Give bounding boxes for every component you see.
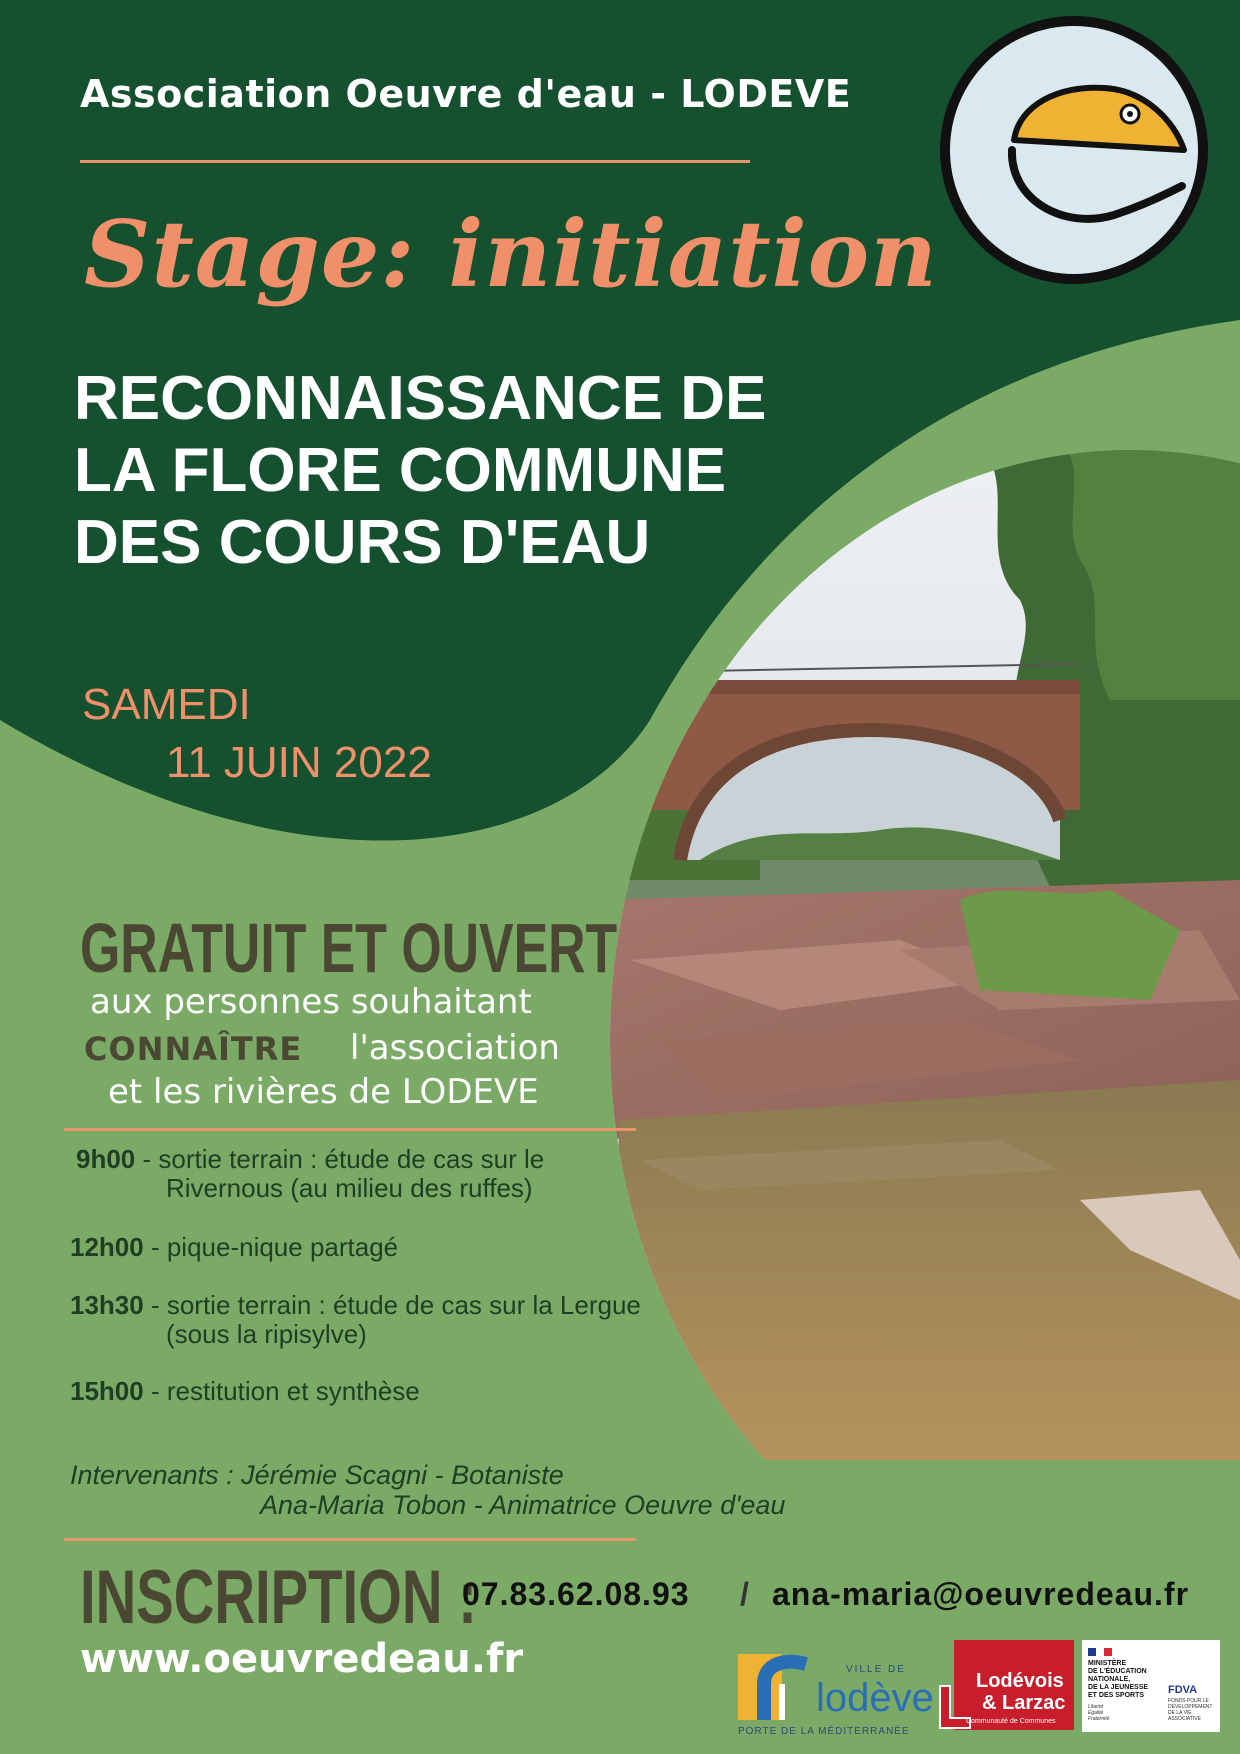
ministry-line: DE LA JEUNESSE	[1088, 1684, 1149, 1691]
french-flag-icon	[1088, 1648, 1112, 1656]
larzac-sub: Communauté de Communes	[966, 1718, 1056, 1725]
title-line-1: RECONNAISSANCE DE	[74, 364, 767, 433]
motto-word: Liberté	[1088, 1704, 1104, 1710]
ministry-line: DE L'ÉDUCATION	[1088, 1668, 1147, 1675]
ministry-line: MINISTÈRE	[1088, 1660, 1127, 1667]
schedule-text: - pique-nique partagé	[143, 1232, 399, 1262]
schedule-text: - sortie terrain : étude de cas sur la Lergue	[143, 1290, 641, 1320]
ministry-line: ET DES SPORTS	[1088, 1692, 1145, 1699]
schedule-item	[70, 1376, 420, 1407]
schedule-item	[70, 1232, 398, 1263]
event-day: SAMEDI	[82, 680, 251, 729]
schedule-time: 9h00	[76, 1144, 136, 1174]
lodeve-emblem-icon	[734, 1644, 814, 1724]
intro-connaitre: CONNAÎTRE	[84, 1030, 303, 1068]
fdva-subtitle	[1168, 1698, 1212, 1722]
lodeve-name: lodève	[816, 1676, 934, 1720]
fdva-line: DE LA VIE	[1168, 1710, 1192, 1716]
schedule-item	[76, 1144, 544, 1175]
schedule-time: 12h00	[70, 1232, 144, 1262]
speakers-line-2: Ana-Maria Tobon - Animatrice Oeuvre d'eau	[260, 1490, 786, 1520]
intro-line-1: aux personnes souhaitant	[90, 982, 532, 1022]
fdva-line: FONDS POUR LE	[1168, 1698, 1209, 1704]
schedule-time: 15h00	[70, 1376, 144, 1406]
schedule-continuation: Rivernous (au milieu des ruffes)	[166, 1173, 533, 1203]
lodeve-logo	[734, 1638, 934, 1738]
schedule-item	[70, 1290, 641, 1321]
larzac-line-1: Lodévois	[976, 1670, 1064, 1692]
schedule-text: - sortie terrain : étude de cas sur le	[135, 1144, 545, 1174]
lodeve-top-label: VILLE DE	[846, 1664, 906, 1675]
email-address[interactable]: ana-maria@oeuvredeau.fr	[772, 1576, 1190, 1612]
fdva-line: ASSOCIATIVE	[1168, 1716, 1201, 1722]
contact-separator: /	[740, 1576, 750, 1612]
phone-number[interactable]: 07.83.62.08.93	[462, 1576, 690, 1612]
schedule-text: - restitution et synthèse	[143, 1376, 420, 1406]
title-line-3: DES COURS D'EAU	[74, 508, 651, 577]
inscription-heading: INSCRIPTION :	[80, 1555, 477, 1640]
motto-word: Égalité	[1088, 1710, 1104, 1716]
website-link[interactable]: www.oeuvredeau.fr	[80, 1636, 524, 1682]
larzac-ll-icon	[936, 1684, 976, 1734]
motto-word: Fraternité	[1088, 1716, 1110, 1722]
oeuvre-deau-logo	[934, 10, 1214, 290]
ministry-name	[1088, 1660, 1148, 1700]
header-divider	[80, 160, 750, 163]
ministry-motto	[1088, 1704, 1109, 1722]
lodeve-tagline: PORTE DE LA MÉDITERRANÉE	[738, 1726, 910, 1737]
ministry-line: NATIONALE,	[1088, 1676, 1131, 1683]
organization-name: Association Oeuvre d'eau - LODEVE	[80, 72, 852, 116]
larzac-line-2: & Larzac	[982, 1692, 1066, 1714]
ministry-fdva-logo	[1082, 1640, 1220, 1732]
title-line-2: LA FLORE COMMUNE	[74, 436, 727, 505]
footer-divider	[64, 1538, 636, 1541]
lodevois-larzac-logo	[936, 1640, 1074, 1734]
free-open-headline: GRATUIT ET OUVERT	[80, 909, 618, 987]
intro-line-2: l'association	[350, 1028, 560, 1068]
stage-title: Stage: initiation	[84, 200, 938, 308]
event-date: 11 JUIN 2022	[166, 738, 432, 787]
intro-line-3: et les rivières de LODEVE	[108, 1072, 539, 1112]
fdva-line: DÉVELOPPEMENT	[1168, 1704, 1213, 1710]
speakers-line-1: Intervenants : Jérémie Scagni - Botaniste	[70, 1460, 564, 1490]
intro-divider	[64, 1128, 636, 1131]
schedule-continuation: (sous la ripisylve)	[166, 1319, 367, 1349]
schedule-time: 13h30	[70, 1290, 144, 1320]
fdva-title: FDVA	[1168, 1684, 1198, 1696]
